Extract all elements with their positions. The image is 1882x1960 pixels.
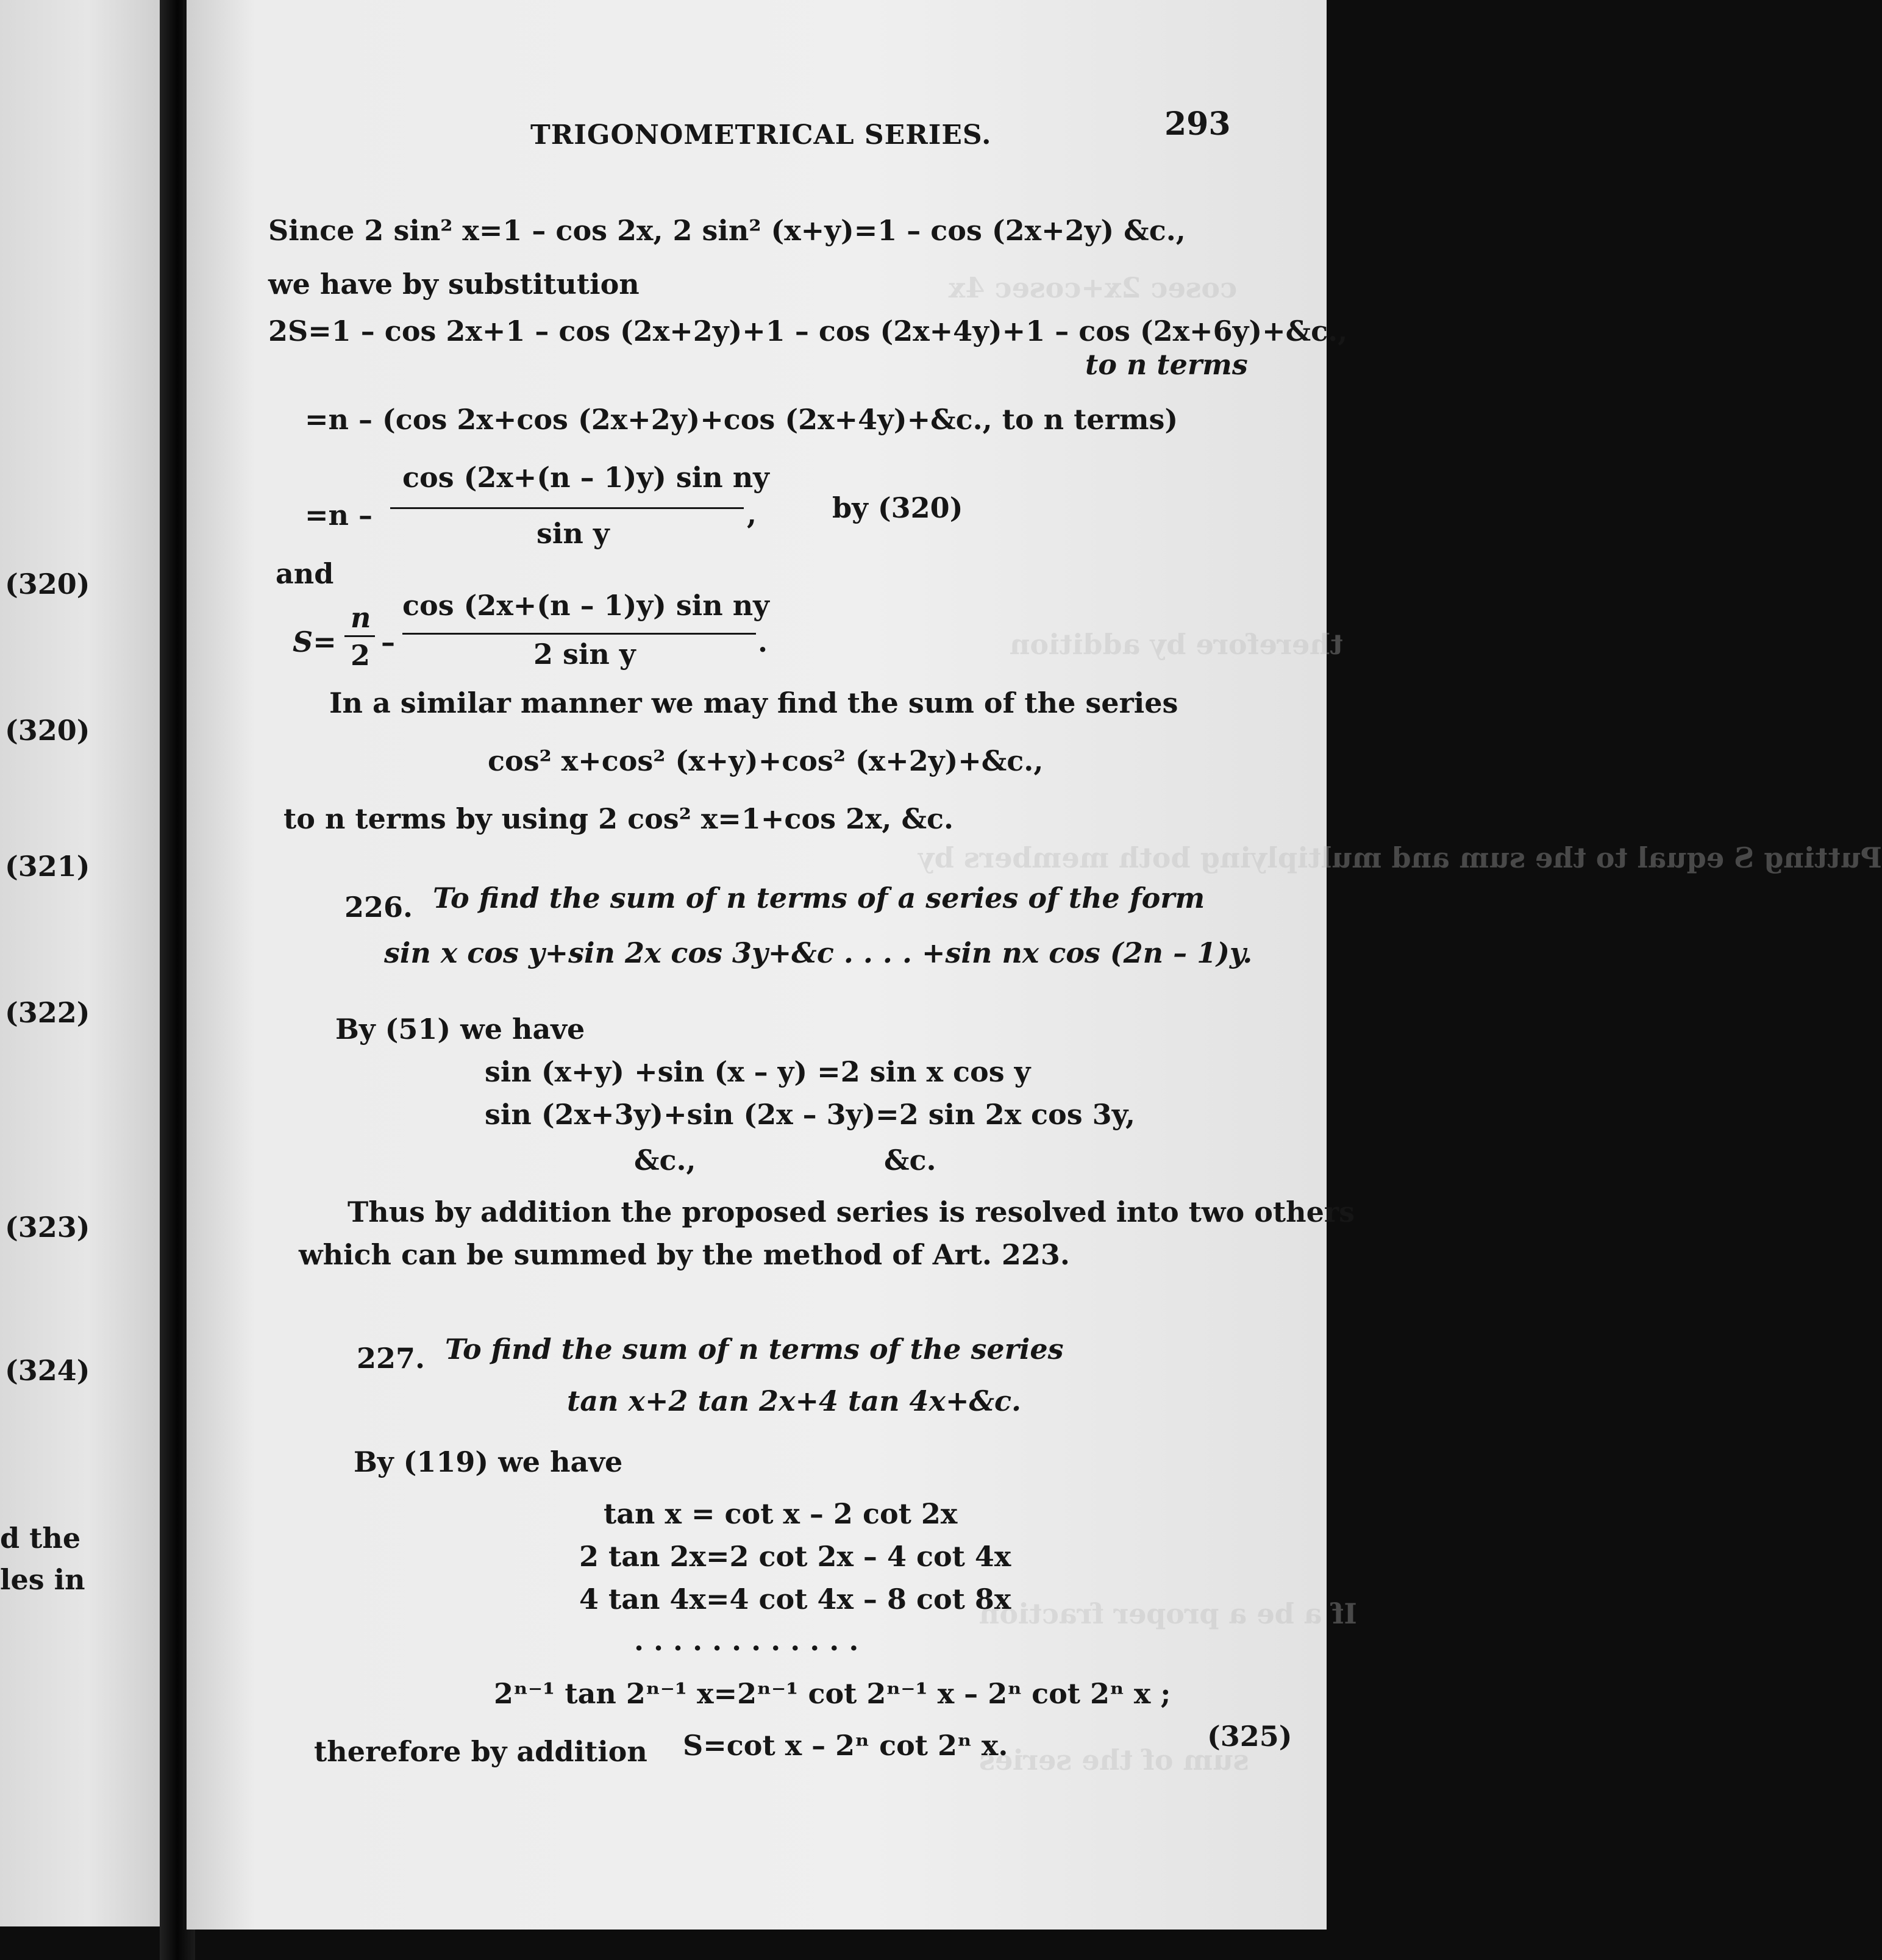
- fraction-2-denominator: 2 sin y: [533, 638, 636, 671]
- text-by-51: By (51) we have: [335, 1013, 585, 1046]
- bleed-through-text: Putting S equal to the sum and multiplying both members by: [918, 841, 1882, 874]
- bleed-through-text: cosec 2x+cosec 4x: [949, 271, 1238, 304]
- text-thus-line-2: which can be summed by the method of Art. 223.: [299, 1238, 1070, 1271]
- margin-label: d the: [0, 1522, 81, 1555]
- equation-result: S=cot x – 2ⁿ cot 2ⁿ x.: [683, 1729, 1008, 1762]
- equation-period: .: [758, 625, 768, 658]
- fraction-denominator-2: 2: [351, 639, 371, 672]
- text-therefore: therefore by addition: [314, 1735, 647, 1768]
- fraction-bar: [402, 633, 756, 635]
- equation-n-minus: =n – (cos 2x+cos (2x+2y)+cos (2x+4y)+&c., to n terms): [305, 403, 1178, 436]
- fraction-bar: [390, 507, 744, 509]
- text-to-n-using: to n terms by using 2 cos² x=1+cos 2x, &c.: [283, 802, 953, 835]
- margin-label: (324): [5, 1354, 90, 1387]
- equation-number-325: (325): [1207, 1720, 1292, 1753]
- bleed-through-text: therefore by addition: [1010, 628, 1343, 661]
- fraction-1-numerator: cos (2x+(n – 1)y) sin ny: [402, 461, 769, 494]
- equation-2S: 2S=1 – cos 2x+1 – cos (2x+2y)+1 – cos (2x+4y)+1 – cos (2x+6y)+&c.,: [268, 315, 1348, 347]
- equation-51b: sin (2x+3y)+sin (2x – 3y)=2 sin 2x cos 3y,: [485, 1098, 1135, 1131]
- text-similar-manner: In a similar manner we may find the sum of the series: [329, 686, 1178, 719]
- article-226-heading: To find the sum of n terms of a series of the form: [433, 882, 1205, 914]
- page-number: 293: [1164, 105, 1231, 143]
- margin-label: les in: [0, 1563, 85, 1596]
- text-line-since: Since 2 sin² x=1 – cos 2x, 2 sin² (x+y)=1 – cos (2x+2y) &c.,: [268, 214, 1186, 247]
- article-226-number: 226.: [344, 891, 413, 924]
- equation-series-227: tan x+2 tan 2x+4 tan 4x+&c.: [567, 1384, 1022, 1417]
- equation-tan-2: 2 tan 2x=2 cot 2x – 4 cot 4x: [579, 1540, 1011, 1573]
- bleed-through-text: If a be a proper fraction: [979, 1597, 1357, 1630]
- equation-series-226: sin x cos y+sin 2x cos 3y+&c . . . . +sin nx cos (2n – 1)y.: [384, 936, 1253, 969]
- fraction-numerator-n: n: [351, 601, 371, 634]
- margin-label: (321): [5, 850, 90, 883]
- margin-label: (320): [5, 714, 90, 747]
- fraction-2-numerator: cos (2x+(n – 1)y) sin ny: [402, 589, 769, 622]
- margin-label: (323): [5, 1211, 90, 1244]
- text-to-n-terms: to n terms: [1085, 348, 1248, 381]
- article-227-heading: To find the sum of n terms of the series: [445, 1333, 1064, 1366]
- equation-minus: –: [381, 625, 395, 658]
- fraction-1: [390, 461, 769, 555]
- article-227-number: 227.: [357, 1342, 426, 1375]
- margin-label: (320): [5, 568, 90, 600]
- fraction-bar: [344, 635, 375, 637]
- text-line-substitution: we have by substitution: [268, 268, 640, 301]
- equation-reference-320: by (320): [832, 491, 963, 524]
- left-page: [0, 0, 160, 1926]
- equation-tan-3: 4 tan 4x=4 cot 4x – 8 cot 8x: [579, 1583, 1011, 1616]
- equation-tan-n: 2ⁿ⁻¹ tan 2ⁿ⁻¹ x=2ⁿ⁻¹ cot 2ⁿ⁻¹ x – 2ⁿ cot 2ⁿ x ;: [494, 1677, 1171, 1710]
- equation-tan-1: tan x = cot x – 2 cot 2x: [604, 1497, 958, 1530]
- bleed-through-text: sum of the series: [979, 1744, 1249, 1776]
- equation-51a: sin (x+y) +sin (x – y) =2 sin x cos y: [485, 1055, 1031, 1088]
- ellipsis-row: · · · · · · · · · · · ·: [634, 1631, 859, 1664]
- equation-comma: ,: [747, 497, 757, 530]
- fraction-n-over-2: [344, 601, 375, 672]
- fraction-1-denominator: sin y: [536, 517, 610, 550]
- margin-label: (322): [5, 996, 90, 1029]
- equation-S-prefix: S=: [293, 625, 337, 658]
- text-and: and: [276, 557, 334, 590]
- text-thus-line-1: Thus by addition the proposed series is resolved into two others: [348, 1196, 1355, 1228]
- running-title: TRIGONOMETRICAL SERIES.: [530, 119, 992, 151]
- equation-prefix: =n –: [305, 499, 373, 532]
- fraction-2: [402, 589, 769, 683]
- text-etc-a: &c.,: [634, 1144, 696, 1177]
- text-by-119: By (119) we have: [354, 1445, 623, 1478]
- equation-cos-series: cos² x+cos² (x+y)+cos² (x+2y)+&c.,: [488, 744, 1044, 777]
- text-etc-b: &c.: [884, 1144, 936, 1177]
